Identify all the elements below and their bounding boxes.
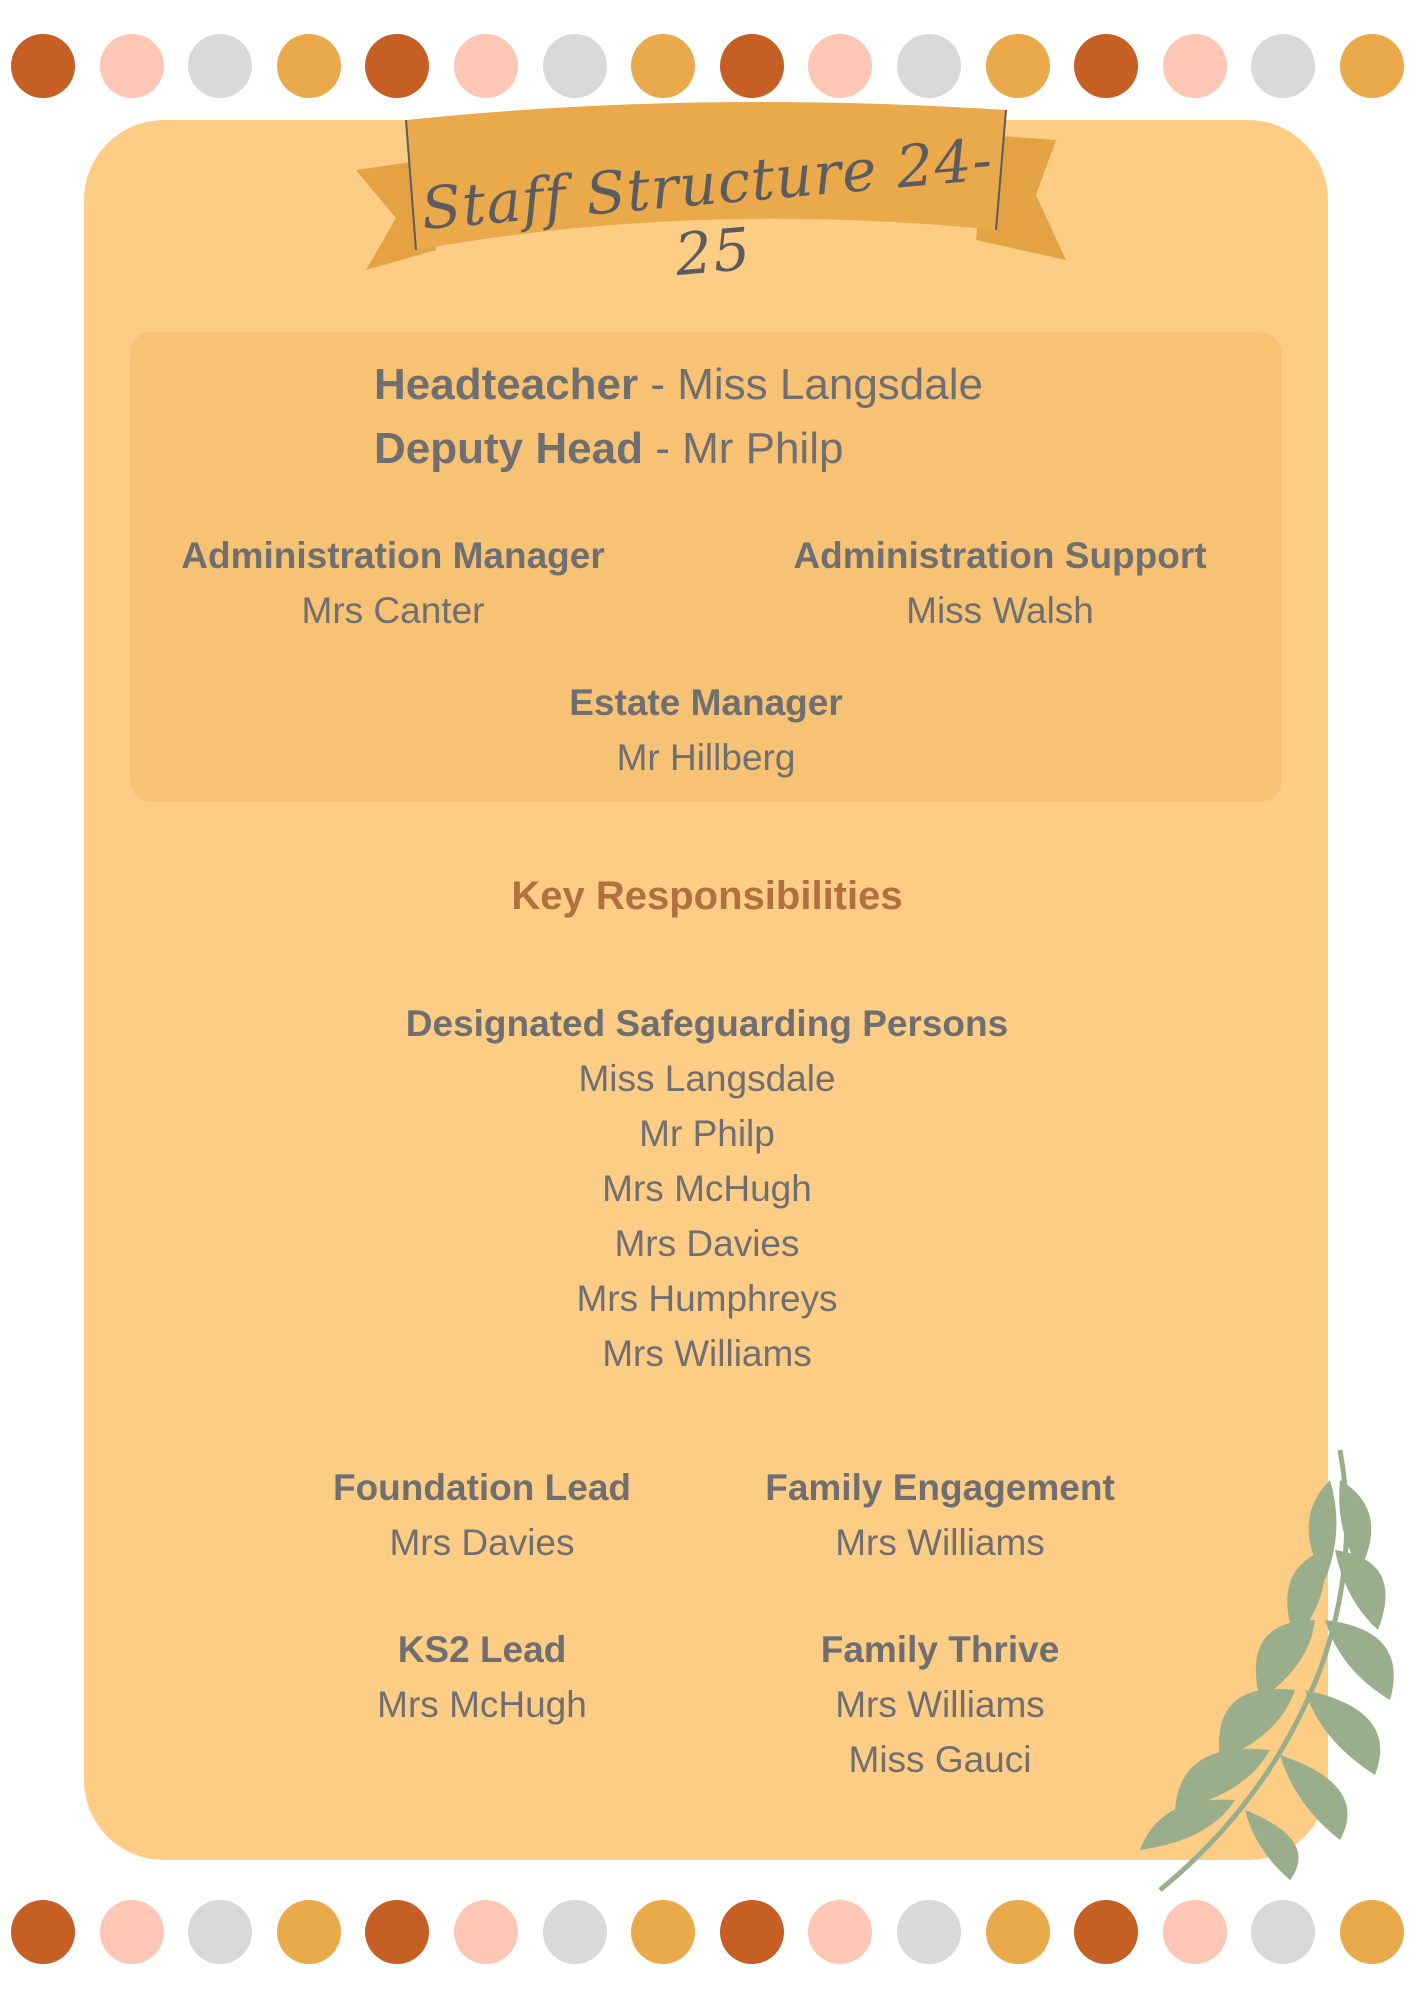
headteacher-role: Headteacher bbox=[374, 360, 639, 409]
decorative-dot bbox=[1163, 1900, 1227, 1964]
family-engagement-block bbox=[740, 1460, 1140, 1570]
ks2-lead-block bbox=[282, 1622, 682, 1732]
palm-leaf-icon bbox=[1120, 1440, 1414, 1900]
safeguarding-name: Mr Philp bbox=[639, 1113, 775, 1154]
decorative-dot bbox=[1251, 34, 1315, 98]
safeguarding-name: Mrs McHugh bbox=[602, 1168, 812, 1209]
admin-manager-block bbox=[130, 528, 656, 638]
deputy-head-role: Deputy Head bbox=[374, 424, 643, 473]
safeguarding-name: Miss Langsdale bbox=[578, 1058, 836, 1099]
family-thrive-name: Miss Gauci bbox=[848, 1739, 1032, 1780]
admin-manager-name: Mrs Canter bbox=[301, 590, 485, 631]
foundation-lead-name: Mrs Davies bbox=[389, 1522, 575, 1563]
decorative-dot bbox=[100, 34, 164, 98]
bottom-dot-border bbox=[0, 1900, 1414, 1966]
estate-manager-block bbox=[130, 675, 1282, 785]
admin-support-role: Administration Support bbox=[793, 535, 1207, 576]
decorative-dot bbox=[1340, 1900, 1404, 1964]
decorative-dot bbox=[1251, 1900, 1315, 1964]
safeguarding-block bbox=[0, 996, 1414, 1381]
ks2-lead-name: Mrs McHugh bbox=[377, 1684, 587, 1725]
admin-support-name: Miss Walsh bbox=[906, 590, 1094, 631]
family-thrive-role: Family Thrive bbox=[820, 1629, 1060, 1670]
decorative-dot bbox=[11, 1900, 75, 1964]
decorative-dot bbox=[188, 1900, 252, 1964]
decorative-dot bbox=[1074, 1900, 1138, 1964]
decorative-dot bbox=[365, 34, 429, 98]
page-title: Staff Structure 24-25 bbox=[418, 125, 996, 290]
key-responsibilities-heading: Key Responsibilities bbox=[511, 874, 903, 918]
family-thrive-block bbox=[740, 1622, 1140, 1787]
decorative-dot bbox=[808, 34, 872, 98]
deputy-head-line bbox=[374, 424, 843, 474]
decorative-dot bbox=[1340, 34, 1404, 98]
decorative-dot bbox=[897, 34, 961, 98]
family-thrive-name: Mrs Williams bbox=[835, 1684, 1045, 1725]
foundation-lead-block bbox=[282, 1460, 682, 1570]
admin-support-block bbox=[740, 528, 1260, 638]
decorative-dot bbox=[720, 34, 784, 98]
decorative-dot bbox=[543, 34, 607, 98]
admin-manager-role: Administration Manager bbox=[181, 535, 605, 576]
top-dot-border bbox=[0, 34, 1414, 100]
decorative-dot bbox=[277, 1900, 341, 1964]
decorative-dot bbox=[631, 1900, 695, 1964]
estate-manager-name: Mr Hillberg bbox=[616, 737, 796, 778]
decorative-dot bbox=[277, 34, 341, 98]
headteacher-line bbox=[374, 360, 983, 410]
deputy-head-name: - Mr Philp bbox=[655, 424, 844, 473]
family-engagement-name: Mrs Williams bbox=[835, 1522, 1045, 1563]
decorative-dot bbox=[454, 1900, 518, 1964]
decorative-dot bbox=[1074, 34, 1138, 98]
family-engagement-role: Family Engagement bbox=[765, 1467, 1115, 1508]
decorative-dot bbox=[188, 34, 252, 98]
decorative-dot bbox=[986, 1900, 1050, 1964]
decorative-dot bbox=[100, 1900, 164, 1964]
ks2-lead-role: KS2 Lead bbox=[397, 1629, 567, 1670]
foundation-lead-role: Foundation Lead bbox=[332, 1467, 632, 1508]
decorative-dot bbox=[631, 34, 695, 98]
estate-manager-role: Estate Manager bbox=[569, 682, 843, 723]
decorative-dot bbox=[543, 1900, 607, 1964]
decorative-dot bbox=[720, 1900, 784, 1964]
safeguarding-name: Mrs Humphreys bbox=[576, 1278, 838, 1319]
decorative-dot bbox=[897, 1900, 961, 1964]
headteacher-name: - Miss Langsdale bbox=[650, 360, 983, 409]
decorative-dot bbox=[986, 34, 1050, 98]
safeguarding-role: Designated Safeguarding Persons bbox=[405, 1003, 1009, 1044]
decorative-dot bbox=[454, 34, 518, 98]
decorative-dot bbox=[365, 1900, 429, 1964]
decorative-dot bbox=[1163, 34, 1227, 98]
decorative-dot bbox=[11, 34, 75, 98]
safeguarding-name: Mrs Davies bbox=[614, 1223, 800, 1264]
decorative-dot bbox=[808, 1900, 872, 1964]
safeguarding-name: Mrs Williams bbox=[602, 1333, 812, 1374]
